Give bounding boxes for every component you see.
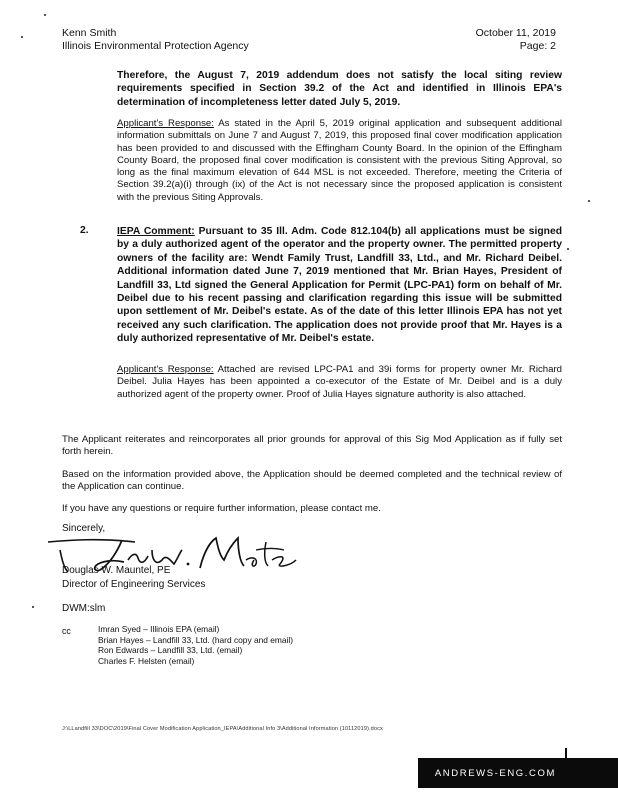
header-left (62, 27, 249, 53)
brand-bar-tick (565, 748, 567, 758)
signer-name: Douglas W. Mauntel, PE (62, 565, 171, 576)
iepa-comment-2 (117, 225, 562, 346)
signer-title: Director of Engineering Services (62, 579, 206, 590)
response-1-label: Applicant's Response: (117, 118, 214, 129)
sincerely: Sincerely, (62, 523, 106, 534)
letter-date: October 11, 2019 (475, 27, 556, 39)
cc-label: cc (62, 626, 71, 636)
response-1-text: As stated in the April 5, 2019 original application and subsequent additional information submittals on June 7 and August 7, 2019, this proposed final cover modification application has been provided to and discussed with the Effingham County Board. In the opinion of the Effingham County Board, the proposed final cover modification is consistent with the previous Siting Approval, so long as the final maximum elevation of 644 MSL is not exceeded. Therefore, meeting the Criteria of Section 39.2(a)(i) through (ix) of the Act is not necessary since the proposed application is consistent with the previous Siting Approvals. (117, 118, 562, 203)
scan-speck (21, 36, 23, 38)
recipient-agency: Illinois Environmental Protection Agency (62, 40, 249, 52)
therefore-paragraph: Therefore, the August 7, 2019 addendum does not satisfy the local siting review requirements specified in Section 39.2 of the Act and identified in Illinois EPA's determination of incompleteness letter dated July 5, 2019. (117, 70, 562, 108)
brand-website: ANDREWS-ENG.COM (434, 767, 556, 779)
iepa-comment-label: IEPA Comment: (117, 226, 195, 237)
cc-recipient: Brian Hayes – Landfill 33, Ltd. (hard copy and email) (98, 634, 294, 645)
questions-paragraph: If you have any questions or require further information, please contact me. (62, 503, 381, 514)
file-path-footer: J:\LLandfill 33\DOC\2019\Final Cover Modification Application_IEPA\Additional Info 3\Additional Information (10112019).docx (62, 726, 383, 732)
scan-speck (44, 14, 46, 16)
response-2-label: Applicant's Response: (117, 364, 214, 375)
iepa-comment-text: Pursuant to 35 Ill. Adm. Code 812.104(b) all applications must be signed by a duly authorized agent of the operator and the property owner. The permitted property owners of the facility are: Wendt Family Trust, Landfill 33, Ltd., and Mr. Richard Deibel. Additional information dated June 7, 2019 mentioned that Mr. Brian Hayes, President of Landfill 33, Ltd signed the General Application for Permit (LPC-PA1) form on behalf of Mr. Deibel due to his recent passing and clarification regarding this issue will be submitted upon settlement of Mr. Deibel's estate. As of the date of this letter Illinois EPA has not yet received any such clarification. The application does not provide proof that Mr. Hayes is a duly authorized representative of Mr. Deibel's estate. (117, 226, 562, 345)
item-2-number: 2. (80, 225, 89, 236)
cc-recipient: Imran Syed – Illinois EPA (email) (98, 624, 220, 634)
based-paragraph: Based on the information provided above, the Application should be deemed completed and the technical review of the Application can continue. (62, 469, 562, 493)
applicant-response-1 (117, 118, 562, 204)
cc-recipient: Ron Edwards – Landfill 33, Ltd. (email) (98, 645, 243, 656)
brand-bar (418, 758, 618, 788)
cc-recipient: Charles F. Helsten (email) (98, 655, 195, 666)
scan-speck (32, 606, 34, 608)
applicant-response-2 (117, 364, 562, 401)
typist-initials: DWM:slm (62, 603, 106, 614)
header-right (476, 27, 556, 53)
recipient-name: Kenn Smith (62, 27, 117, 39)
cc-list (98, 624, 293, 666)
response-2-text: Attached are revised LPC-PA1 and 39i forms for property owner Mr. Richard Deibel. Julia Hayes has been appointed a co-executor of the Estate of Mr. Deibel and is a duly authorized agent of the property owner. Proof of Julia Hayes signature authority is also attached. (117, 364, 562, 400)
scan-speck (588, 200, 590, 202)
scan-speck (567, 248, 569, 250)
page-number: Page: 2 (519, 40, 556, 52)
reiterates-paragraph: The Applicant reiterates and reincorporates all prior grounds for approval of this Sig Mod Application as if fully set forth herein. (62, 434, 562, 458)
